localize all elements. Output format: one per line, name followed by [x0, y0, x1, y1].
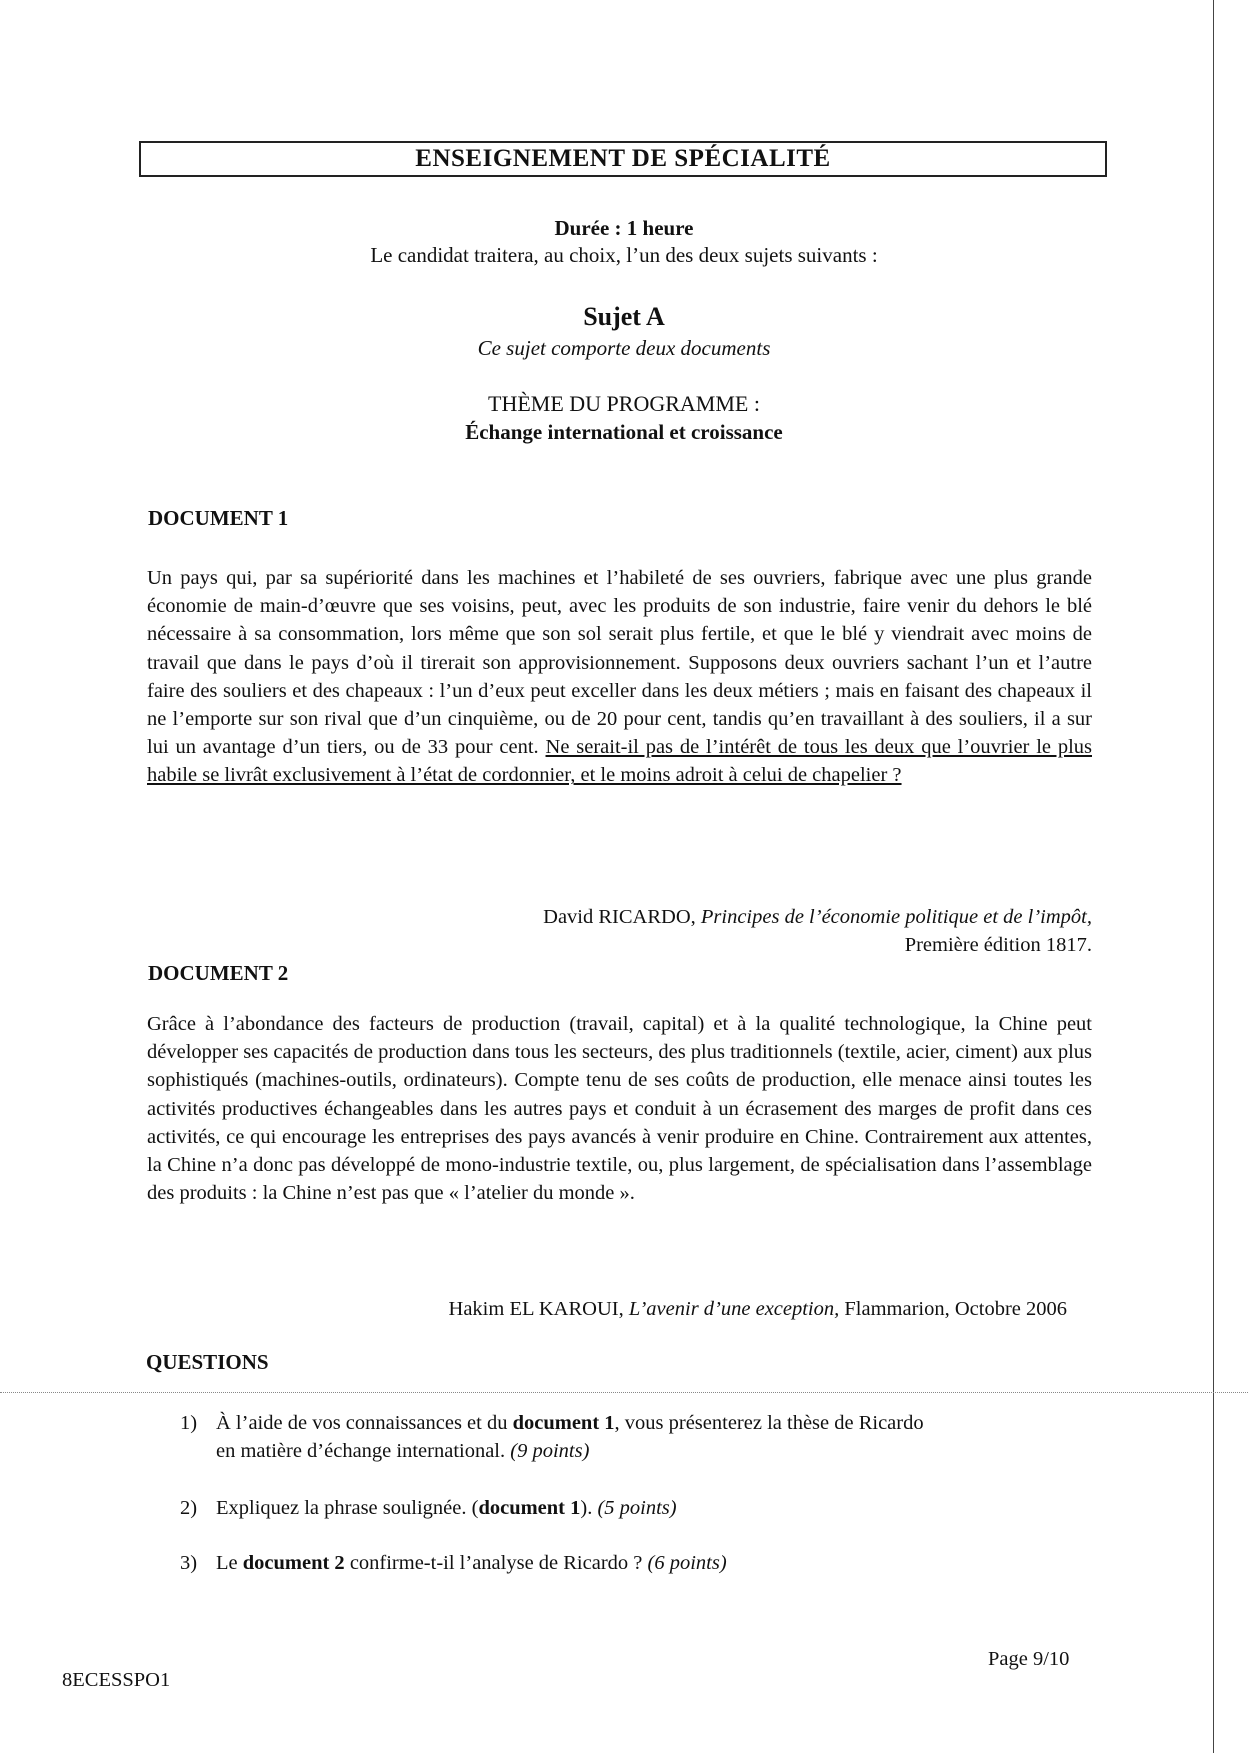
page-number: Page 9/10: [988, 1648, 1070, 1670]
theme-label: THÈME DU PROGRAMME :: [488, 391, 760, 416]
duration: Durée : 1 heure: [554, 216, 694, 240]
question-1: [180, 1409, 1100, 1465]
document1-source-author: David RICARDO,: [543, 906, 696, 928]
section-title: ENSEIGNEMENT DE SPÉCIALITÉ: [139, 141, 1107, 177]
question-1-text-b: , vous présenterez la thèse de Ricardo: [614, 1412, 924, 1434]
subject-title: Sujet A: [583, 302, 665, 331]
questions-heading: QUESTIONS: [146, 1350, 269, 1374]
question-3: [180, 1549, 1100, 1577]
question-2-doc: document 1: [478, 1497, 581, 1519]
document2-text: Grâce à l’abondance des facteurs de production (travail, capital) et à la qualité technologique, la Chine peut développer ses capacités de production dans tous les secteurs, des plus traditionnels (textile, acier, ciment) aux plus sophistiqués (machines-outils, ordinateurs). Compte tenu de ses coûts de production, elle menace ainsi toutes les activités productives échangeables dans les autres pays et conduit à un écrasement des marges de profit dans ces activités, ce qui encourage les entreprises des pays avancés à venir produire en Chine. Contrairement aux attentes, la Chine n’a donc pas développé de mono-industrie textile, ou, plus largement, de spécialisation dans l’assemblage des produits : la Chine n’est pas que « l’atelier du monde ».: [147, 1013, 1092, 1205]
question-3-number: 3): [180, 1552, 198, 1574]
question-2-points: (5 points): [597, 1497, 677, 1519]
question-2-text-a: Expliquez la phrase soulignée. (: [216, 1497, 479, 1519]
question-2-number: 2): [180, 1497, 198, 1519]
scan-dotted-line: [0, 1392, 1248, 1393]
document1-text: [147, 564, 1092, 790]
document1-source: [147, 903, 1092, 959]
question-1-number: 1): [180, 1412, 198, 1434]
question-3-text-a: Le: [216, 1552, 243, 1574]
document2-source-author: Hakim EL KAROUI,: [448, 1298, 624, 1320]
document2-source-publisher: Flammarion, Octobre 2006: [844, 1298, 1067, 1320]
subject-subtitle: Ce sujet comporte deux documents: [477, 336, 771, 360]
document2-source: [147, 1295, 1067, 1323]
document1-body: Un pays qui, par sa supériorité dans les machines et l’habileté de ses ouvriers, fabrique avec une plus grande économie de main-d’œuvre que ses voisins, peut, avec les produits de son industrie, faire venir du dehors le blé nécessaire à sa consommation, lors même que son sol serait plus fertile, et que le blé y viendrait avec moins de travail que dans le pays d’où il tirerait son approvisionnement. Supposons deux ouvriers sachant l’un et l’autre faire des souliers et des chapeaux : l’un d’eux peut exceller dans les deux métiers ; mais en faisant des chapeaux il ne l’emporte sur son rival que d’un cinquième, ou de 20 pour cent, tandis qu’en travaillant à des souliers, il a sur lui un avantage d’un tiers, ou de 33 pour cent.: [147, 567, 1092, 759]
question-2: [180, 1494, 1100, 1522]
question-1-text-a: À l’aide de vos connaissances et du: [216, 1412, 513, 1434]
question-3-text-b: confirme-t-il l’analyse de Ricardo ?: [344, 1552, 648, 1574]
document1-underlined-sentence: Ne serait-il pas de l’intérêt de tous les deux que l’ouvrier le plus habile se livrât exclusivement à l’état de cordonnier, et le moins adroit à celui de chapelier ?: [147, 736, 1092, 787]
theme-title: Échange international et croissance: [465, 420, 783, 444]
document1-source-title: Principes de l’économie politique et de l’impôt,: [700, 906, 1092, 928]
question-1-text-c: en matière d’échange international.: [216, 1440, 511, 1462]
question-3-points: (6 points): [647, 1552, 727, 1574]
document1-source-edition: Première édition 1817.: [904, 934, 1092, 956]
question-1-doc: document 1: [512, 1412, 615, 1434]
document2-source-title: L’avenir d’une exception,: [628, 1298, 840, 1320]
instruction: Le candidat traitera, au choix, l’un des deux sujets suivants :: [370, 243, 878, 267]
question-2-text-b: ).: [580, 1497, 598, 1519]
document2-heading: DOCUMENT 2: [148, 961, 289, 985]
document1-heading: DOCUMENT 1: [148, 506, 289, 530]
question-3-doc: document 2: [242, 1552, 345, 1574]
exam-code: 8ECESSPO1: [62, 1669, 171, 1691]
question-1-points: (9 points): [510, 1440, 590, 1462]
